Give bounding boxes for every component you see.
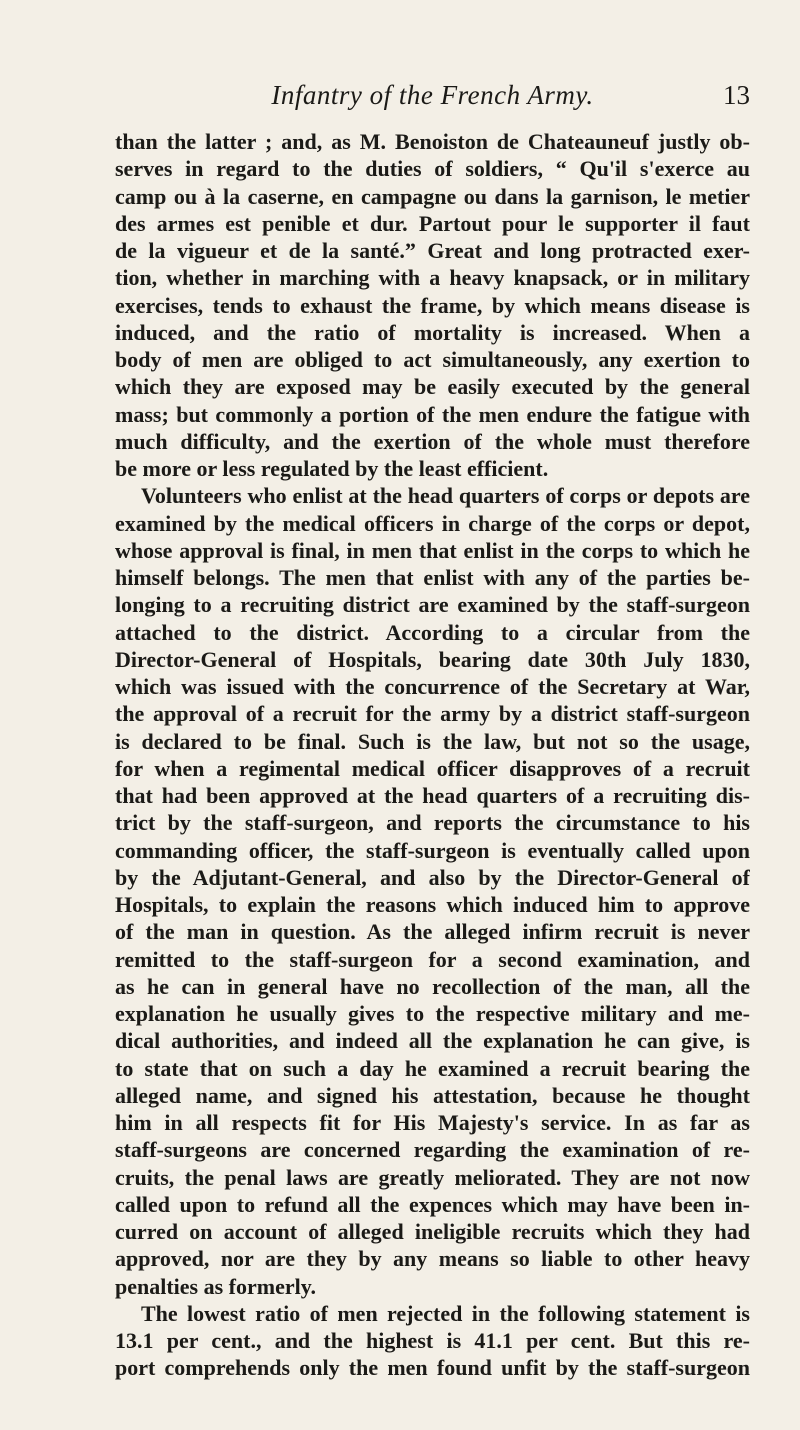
text-line: longing to a recruiting district are examined by the staff-surgeon (115, 592, 750, 618)
text-line: induced, and the ratio of mortality is increased. When a (115, 319, 750, 345)
page-number: 13 (723, 80, 750, 110)
text-line: 13.1 per cent., and the highest is 41.1 per cent. But this re- (115, 1328, 750, 1353)
text-line: which they are exposed may be easily executed by the general (115, 374, 750, 400)
text-line: Director-General of Hospitals, bearing date 30th July 1830, (115, 646, 750, 672)
text-line: commanding officer, the staff-surgeon is eventually called upon (115, 837, 750, 863)
text-line: for when a regimental medical officer disapproves of a recruit (115, 755, 750, 781)
text-line: called upon to refund all the expences which may have been in- (115, 1191, 750, 1217)
paragraph (115, 128, 750, 482)
text-line: be more or less regulated by the least efficient. (115, 456, 549, 481)
text-line: penalties as formerly. (115, 1273, 317, 1299)
text-line: camp ou à la caserne, en campagne ou dans la garnison, le metier (115, 183, 750, 209)
text-line: remitted to the staff-surgeon for a second examination, and (115, 946, 750, 972)
text-line: the approval of a recruit for the army by a district staff-surgeon (115, 701, 750, 727)
paragraph (115, 1300, 750, 1382)
text-line: mass; but commonly a portion of the men endure the fatigue with (115, 401, 750, 427)
text-line: than the latter ; and, as M. Benoiston de Chateauneuf justly ob- (115, 129, 750, 154)
text-line: cruits, the penal laws are greatly meliorated. They are not now (115, 1164, 750, 1190)
text-line: that had been approved at the head quarters of a recruiting dis- (115, 783, 750, 808)
text-line: himself belongs. The men that enlist with any of the parties be- (115, 565, 750, 590)
text-line: as he can in general have no recollection of the man, all the (115, 973, 750, 999)
running-head (115, 80, 750, 120)
text-line: approved, nor are they by any means so liable to other heavy (115, 1246, 750, 1272)
text-line: whose approval is final, in men that enlist in the corps to which he (115, 537, 750, 563)
text-line: curred on account of alleged ineligible recruits which they had (115, 1219, 750, 1244)
text-line: which was issued with the concurrence of the Secretary at War, (115, 674, 750, 699)
text-line: Volunteers who enlist at the head quarters of corps or depots are (141, 483, 750, 509)
text-line: tion, whether in marching with a heavy knapsack, or in military (115, 265, 750, 291)
text-line: trict by the staff-surgeon, and reports the circumstance to his (115, 810, 750, 836)
text-line: port comprehends only the men found unfit by the staff-surgeon (115, 1355, 750, 1381)
text-line: of the man in question. As the alleged infirm recruit is never (115, 919, 750, 945)
text-line: Hospitals, to explain the reasons which induced him to approve (115, 892, 750, 917)
text-line: much difficulty, and the exertion of the whole must therefore (115, 428, 750, 454)
running-title: Infantry of the French Army. (271, 80, 594, 110)
text-line: staff-surgeons are concerned regarding the examination of re- (115, 1137, 750, 1163)
paragraph (115, 482, 750, 1300)
text-line: serves in regard to the duties of soldiers, “ Qu'il s'exerce au (115, 156, 750, 182)
text-line: examined by the medical officers in charge of the corps or depot, (115, 510, 750, 536)
text-line: body of men are obliged to act simultaneously, any exertion to (115, 347, 750, 372)
text-line: to state that on such a day he examined a recruit bearing the (115, 1055, 750, 1081)
text-line: attached to the district. According to a circular from the (115, 619, 750, 645)
text-body (115, 128, 750, 1382)
text-line: explanation he usually gives to the respective military and me- (115, 1001, 750, 1026)
text-line: des armes est penible et dur. Partout pour le supporter il faut (115, 210, 750, 236)
text-line: alleged name, and signed his attestation, because he thought (115, 1082, 750, 1108)
text-line: by the Adjutant-General, and also by the Director-General of (115, 864, 750, 890)
text-line: dical authorities, and indeed all the explanation he can give, is (115, 1028, 750, 1054)
text-line: The lowest ratio of men rejected in the following statement is (141, 1300, 750, 1326)
text-line: exercises, tends to exhaust the frame, by which means disease is (115, 292, 750, 318)
text-line: him in all respects fit for His Majesty's service. In as far as (115, 1110, 750, 1135)
text-line: de la vigueur et de la santé.” Great and long protracted exer- (115, 238, 750, 263)
text-line: is declared to be final. Such is the law, but not so the usage, (115, 728, 750, 754)
